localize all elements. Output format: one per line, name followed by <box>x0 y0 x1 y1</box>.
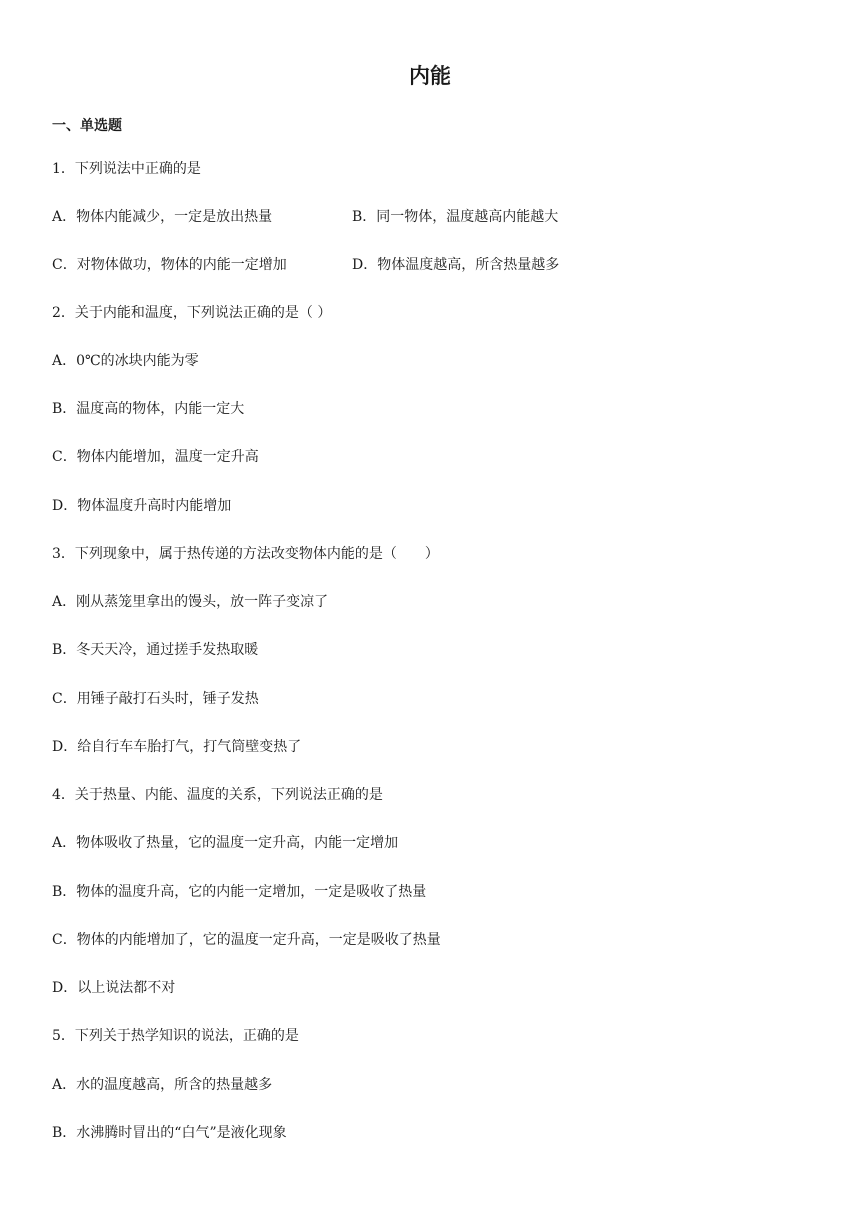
question-1-option-c: C．对物体做功，物体的内能一定增加 <box>52 257 287 273</box>
question-4-option-b: B．物体的温度升高，它的内能一定增加，一定是吸收了热量 <box>52 884 427 900</box>
question-2-option-c: C．物体内能增加，温度一定升高 <box>52 449 259 465</box>
question-5-option-b: B．水沸腾时冒出的“白气”是液化现象 <box>52 1125 287 1141</box>
question-2-option-d: D．物体温度升高时内能增加 <box>52 498 232 514</box>
question-1-stem: 1．下列说法中正确的是 <box>52 161 201 177</box>
question-3-option-b: B．冬天天冷，通过搓手发热取暖 <box>52 642 259 658</box>
question-3-option-c: C．用锤子敲打石头时，锤子发热 <box>52 691 259 707</box>
question-2-option-a: A．0℃的冰块内能为零 <box>52 353 199 369</box>
question-3-stem: 3．下列现象中，属于热传递的方法改变物体内能的是（ ） <box>52 546 439 562</box>
question-4-option-a: A．物体吸收了热量，它的温度一定升高，内能一定增加 <box>52 835 399 851</box>
page-title: 内能 <box>409 64 451 88</box>
question-4-option-c: C．物体的内能增加了，它的温度一定升高，一定是吸收了热量 <box>52 932 441 948</box>
question-5-stem: 5．下列关于热学知识的说法，正确的是 <box>52 1028 299 1044</box>
question-2-stem: 2．关于内能和温度，下列说法正确的是（ ） <box>52 305 332 321</box>
section-heading: 一、单选题 <box>52 118 122 134</box>
question-3-option-a: A．刚从蒸笼里拿出的馒头，放一阵子变凉了 <box>52 594 329 610</box>
question-1-option-a: A．物体内能减少，一定是放出热量 <box>52 209 273 225</box>
question-4-option-d: D．以上说法都不对 <box>52 980 176 996</box>
question-1-option-b: B．同一物体，温度越高内能越大 <box>352 209 559 225</box>
question-2-option-b: B．温度高的物体，内能一定大 <box>52 401 245 417</box>
question-3-option-d: D．给自行车车胎打气，打气筒壁变热了 <box>52 739 302 755</box>
question-1-option-d: D．物体温度越高，所含热量越多 <box>352 257 560 273</box>
question-4-stem: 4．关于热量、内能、温度的关系，下列说法正确的是 <box>52 787 383 803</box>
question-5-option-a: A．水的温度越高，所含的热量越多 <box>52 1077 273 1093</box>
